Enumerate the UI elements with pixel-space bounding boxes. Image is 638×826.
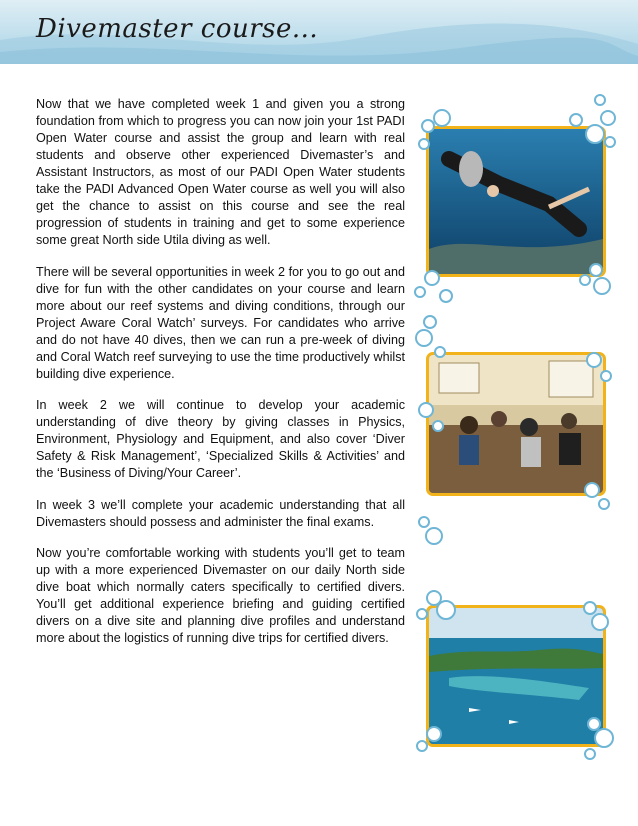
header-banner [0, 0, 638, 64]
aerial-island-photo [426, 605, 606, 747]
paragraph-week1: Now that we have completed week 1 and given you a strong foundation from which to progress you can now join your 1st PADI Open Water course and assist the group and learn with real students and observe other experienced Divemaster’s and Assistant Instructors, as most of our PADI Open Water students take the PADI Advanced Open Water course as well you will also get the chance to assist on this course and see the real progression of students in training and get to some experience some great North side Utila diving as well. [36, 97, 405, 247]
paragraph-fun-dives: There will be several opportunities in week 2 for you to go out and dive for fun with the other candidates on your course and learn more about our reef systems and diving conditions, through our Project Aware Coral Watch’ surveys. For candidates who arrive and do not have 40 dives, then we can run a pre-week of diving and Coral Watch reef surveying to use the time productively whilst building dive experience. [36, 264, 405, 381]
page-title: Divemaster course... [36, 14, 319, 44]
paragraph-week3-exams: In week 3 we’ll complete your academic understanding that all Divemasters should possess and administer the final exams. [36, 497, 405, 529]
paragraph-week2-academics: In week 2 we will continue to develop your academic understanding of dive theory by giving classes in Physics, Environment, Physiology and Equipment, and also cover ‘Diver Safety & Risk Management’, ‘Specialized Skills & Activities’ and the ‘Business of Diving/Your Career’. [36, 398, 405, 480]
paragraph-dive-boat: Now you’re comfortable working with students you’ll get to team up with a more experienced Divemaster on our daily North side dive boat which normally caters specifically to certified divers. You’ll get additional experience briefing and guiding certified divers on a dive site and planning dive profiles and understand more about the logistics of running dive trips for certified divers. [36, 546, 405, 645]
article-body [36, 96, 405, 662]
diver-underwater-photo [426, 126, 606, 277]
classroom-photo [426, 352, 606, 496]
